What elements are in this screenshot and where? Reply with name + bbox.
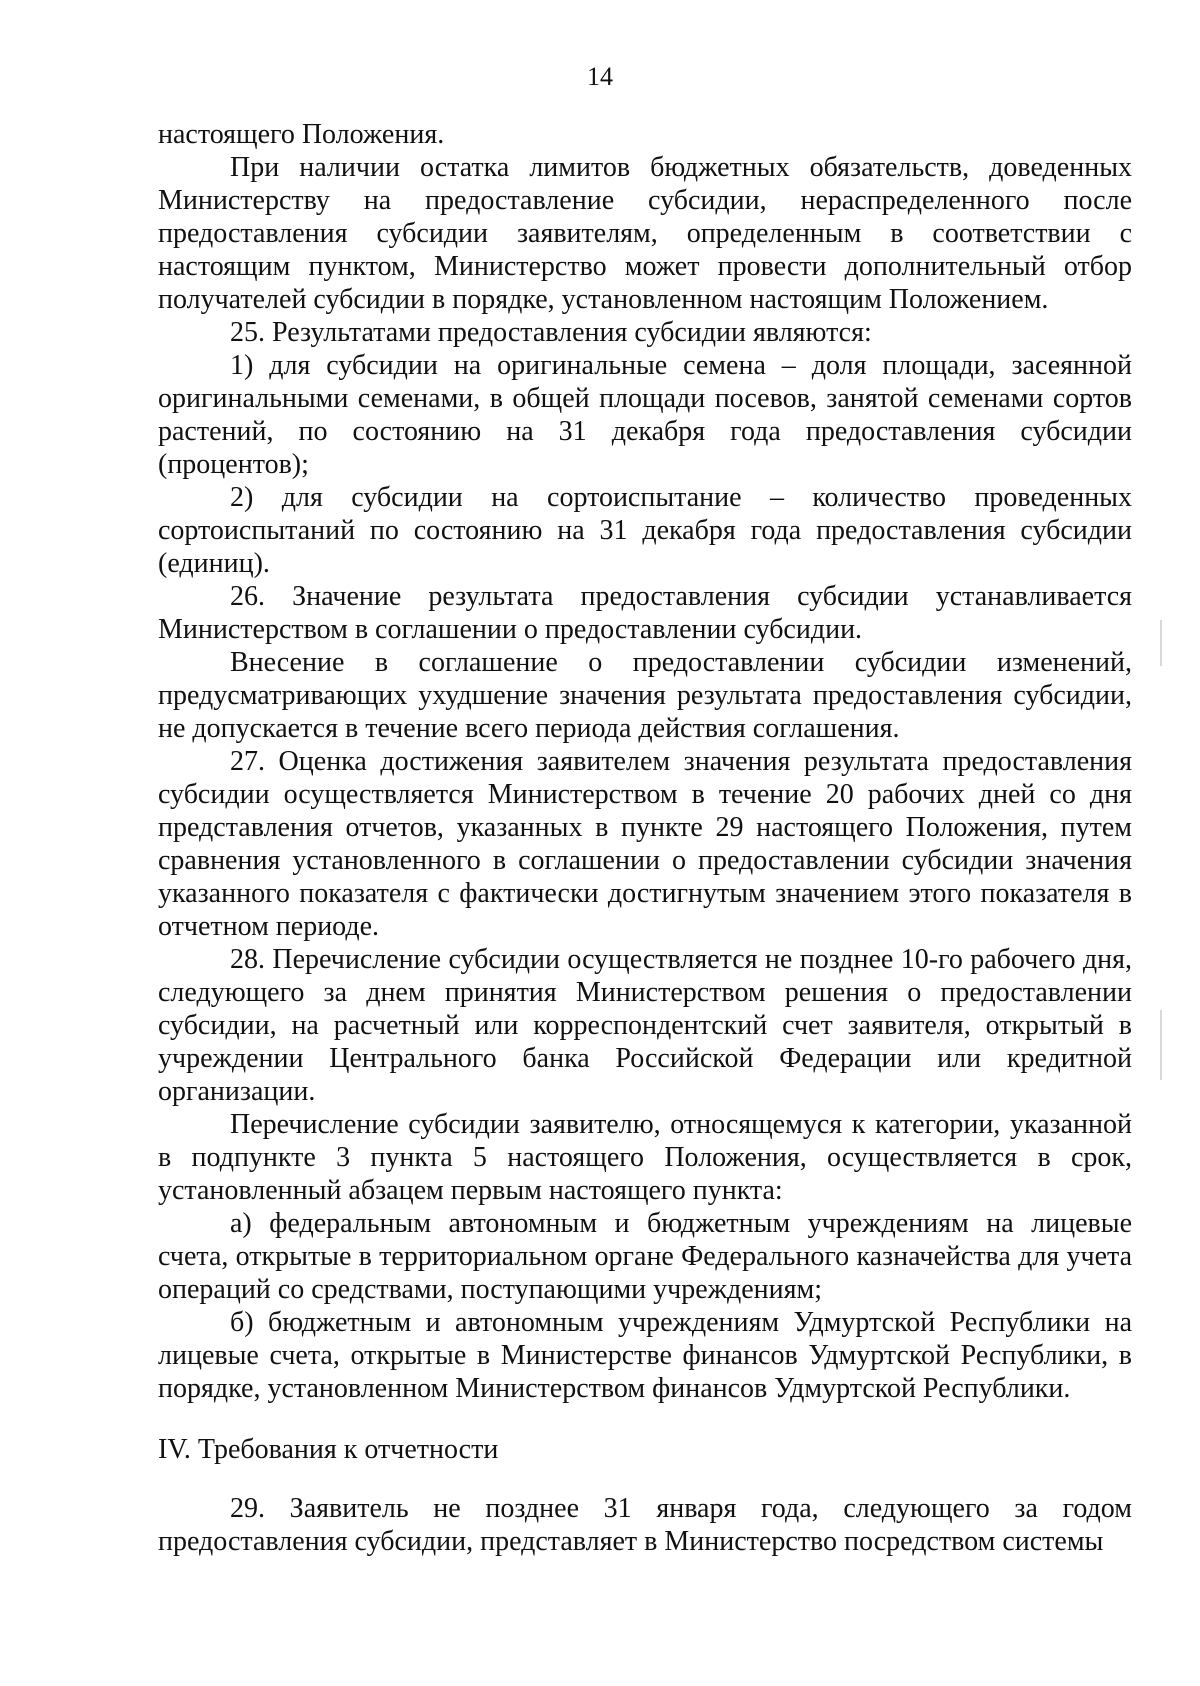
paragraph-item-26: 26. Значение результата предоставления субсидии устанавливается Министерством в соглашении о предоставлении субсидии. [158,581,1132,645]
paragraph-item-27: 27. Оценка достижения заявителем значения результата предоставления субсидии осуществляется Министерством в течение 20 рабочих дней со дня представления отчетов, указанных в пункте 29 настоящего Положения, путем сравнения установленного в соглашении о предоставлении субсидии значения указанного показателя с фактически достигнутым значением этого показателя в отчетном периоде. [158,746,1132,942]
paragraph-item-28-a: а) федеральным автономным и бюджетным учреждениям на лицевые счета, открытые в территориальном органе Федерального казначейства для учета операций со средствами, поступающими учреждениям; [158,1208,1132,1305]
page-number: 14 [587,62,613,91]
paragraph-item-25-1: 1) для субсидии на оригинальные семена – доля площади, засеянной оригинальными семенами, в общей площади посевов, занятой семенами сортов растений, по состоянию на 31 декабря года предоставления субсидии (процентов); [158,350,1132,480]
paragraph-item-28-transfer: Перечисление субсидии заявителю, относящемуся к категории, указанной в подпункте 3 пункта 5 настоящего Положения, осуществляется в срок, установленный абзацем первым настоящего пункта: [158,1109,1132,1206]
paragraph-continuation: настоящего Положения. [158,119,445,150]
scan-edge-mark [1160,620,1162,666]
paragraph-additional-selection: При наличии остатка лимитов бюджетных обязательств, доведенных Министерству на предоставление субсидии, нераспределенного после предоставления субсидии заявителям, определенным в соответствии с настоящим пунктом, Министерство может провести дополнительный отбор получателей субсидии в порядке, установленном настоящим Положением. [158,152,1132,315]
paragraph-item-29: 29. Заявитель не позднее 31 января года, следующего за годом предоставления субсидии, представляет в Министерство посредством системы [158,1493,1132,1557]
paragraph-item-25: 25. Результатами предоставления субсидии являются: [230,317,872,348]
paragraph-item-28-b: б) бюджетным и автономным учреждениям Удмуртской Республики на лицевые счета, открытые в Министерстве финансов Удмуртской Республики, в порядке, установленном Министерством финансов Удмуртской Республики. [158,1307,1132,1404]
section-heading: IV. Требования к отчетности [158,1434,499,1465]
document-body [158,118,1132,1558]
paragraph-item-28: 28. Перечисление субсидии осуществляется не позднее 10-го рабочего дня, следующего за днем принятия Министерством решения о предоставлении субсидии, на расчетный или корреспондентский счет заявителя, открытый в учреждении Центрального банка Российской Федерации или кредитной организации. [158,944,1132,1107]
paragraph-item-26-amendments: Внесение в соглашение о предоставлении субсидии изменений, предусматривающих ухудшение значения результата предоставления субсидии, не допускается в течение всего периода действия соглашения. [158,647,1132,744]
scan-edge-mark [1160,1010,1162,1080]
paragraph-item-25-2: 2) для субсидии на сортоиспытание – количество проведенных сортоиспытаний по состоянию на 31 декабря года предоставления субсидии (единиц). [158,482,1132,579]
